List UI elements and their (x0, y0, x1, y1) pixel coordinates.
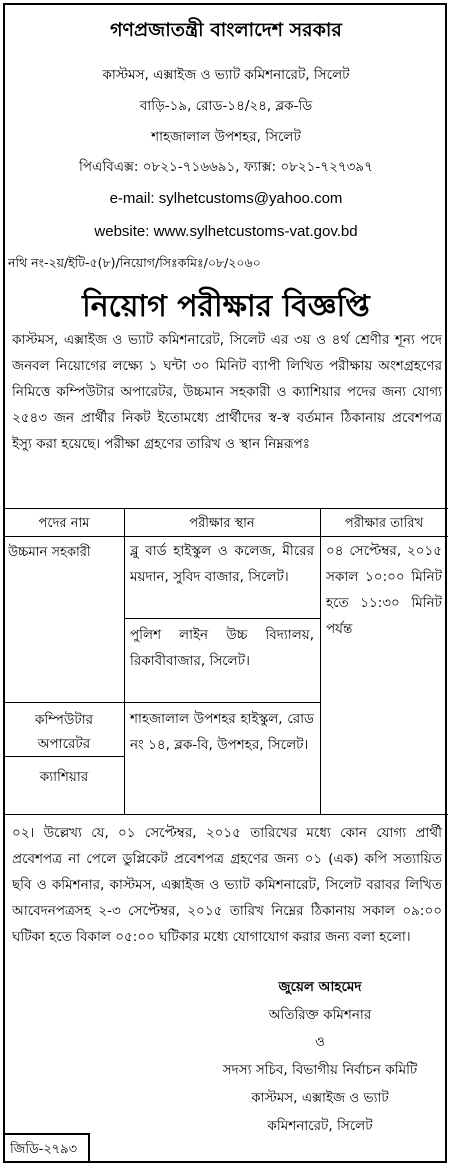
venue-blue-bird: ব্লু বার্ড হাইস্কুল ও কলেজ, মীরের ময়দান, সুবিদ বাজার, সিলেট। (130, 543, 314, 585)
exam-date-time: ০৪ সেপ্টেম্বর, ২০১৫ সকাল ১০:০০ মিনিট হতে ১১:৩০ মিনিট পর্যন্ত (326, 543, 442, 637)
venue-police-line: পুলিশ লাইন উচ্চ বিদ্যালয়, রিকাবীবাজার, সিলেট। (130, 627, 314, 669)
header-post-name: পদের নাম (38, 516, 90, 531)
header-exam-venue: পরীক্ষার স্থান (189, 516, 255, 531)
signatory-conjunction: ও (315, 1034, 325, 1050)
signatory-office-line-1: কাস্টমস, এক্সাইজ ও ভ্যাট (251, 1090, 389, 1106)
address-line-2: শাহজালাল উপশহর, সিলেট (151, 129, 301, 145)
notice-title: নিয়োগ পরীক্ষার বিজ্ঞপ্তি (82, 289, 370, 324)
gd-number-box (4, 1133, 90, 1161)
table-column-divider-1 (124, 508, 125, 814)
header-exam-date: পরীক্ষার তারিখ (344, 516, 424, 531)
signatory-name: জুয়েল আহমেদ (278, 979, 362, 995)
website-line: website: www.sylhetcustoms-vat.gov.bd (94, 223, 358, 240)
signatory-office-line-2: কমিশনারেট, সিলেট (267, 1118, 373, 1134)
post-cashier: ক্যাশিয়ার (39, 769, 89, 785)
memo-number: নথি নং-২য়/ইটি-৫(৮)/নিয়োগ/সিঃকমিঃ/০৮/২০৬০ (8, 255, 261, 270)
office-name: কাস্টমস, এক্সাইজ ও ভ্যাট কমিশনারেট, সিলেট (102, 67, 350, 83)
signatory-designation: অতিরিক্ত কমিশনার (268, 1007, 372, 1023)
post-higher-assistant: উচ্চমান সহকারী (8, 545, 91, 560)
address-line-1: বাড়ি-১৯, রোড-১৪/২৪, ব্লক-ডি (139, 98, 313, 114)
paragraph-two: ০২। উল্লেখ্য যে, ০১ সেপ্টেম্বর, ২০১৫ তারিখের মধ্যে কোন যোগ্য প্রার্থী প্রবেশপত্র না পেলে ডুপ্লিকেট প্রবেশপত্র গ্রহণের জন্য ০১ (এক) কপি সত্যায়িত ছবি ও কমিশনার, কাস্টমস, এক্সাইজ ও ভ্যাট কমিশনারেট, সিলেট বরাবর লিখিত আবেদনপত্রসহ ২-৩ সেপ্টেম্বর, ২০১৫ তারিখ নিম্নের ঠিকানায় সকাল ০৯:০০ ঘটিকা হতে বিকাল ০৫:০০ ঘটিকার মধ্যে যোগাযোগ করার জন্য বলা হলো। (12, 825, 442, 945)
phone-fax: পিএবিএক্স: ০৮২১-৭১৬৬৯১, ফ্যাক্স: ০৮২১-৭২৭৩৯৭ (79, 159, 373, 175)
post-divider-3 (4, 756, 124, 757)
post-computer-operator: কম্পিউটার অপারেটর (34, 712, 94, 752)
email-line: e-mail: sylhetcustoms@yahoo.com (109, 190, 343, 207)
gd-number: জিডি-২৭৯৩ (10, 1142, 78, 1157)
table-border-bottom (4, 814, 448, 815)
row-divider-2 (4, 702, 320, 703)
government-title: গণপ্রজাতন্ত্রী বাংলাদেশ সরকার (110, 19, 342, 41)
intro-paragraph: কাস্টমস, এক্সাইজ ও ভ্যাট কমিশনারেট, সিলেট এর ৩য় ও ৪র্থ শ্রেণীর শূন্য পদে জনবল নিয়োগের লক্ষ্যে ১ ঘন্টা ৩০ মিনিট ব্যাপী লিখিত পরীক্ষায় অংশগ্রহণের নিমিত্তে কম্পিউটার অপারেটর, উচ্চমান সহকারী ও ক্যাশিয়ার পদের জন্য যোগ্য ২৫৪৩ জন প্রার্থীর নিকট ইতোমধ্যে প্রার্থীদের স্ব-স্ব বর্তমান ঠিকানায় প্রবেশপত্র ইস্যু করা হয়েছে। পরীক্ষা গ্রহণের তারিখ ও স্থান নিম্নরূপঃ (12, 332, 442, 452)
table-column-divider-2 (320, 508, 321, 814)
table-border-top (4, 508, 448, 509)
venue-divider-1 (124, 618, 320, 619)
venue-shahjalal-uposhohor: শাহজালাল উপশহর হাইস্কুল, রোড নং ১৪, ব্লক-বি, উপশহর, সিলেট। (130, 711, 314, 753)
table-header-divider (4, 536, 448, 537)
committee-role: সদস্য সচিব, বিভাগীয় নির্বাচন কমিটি (222, 1062, 418, 1078)
exam-schedule-table (4, 508, 448, 814)
